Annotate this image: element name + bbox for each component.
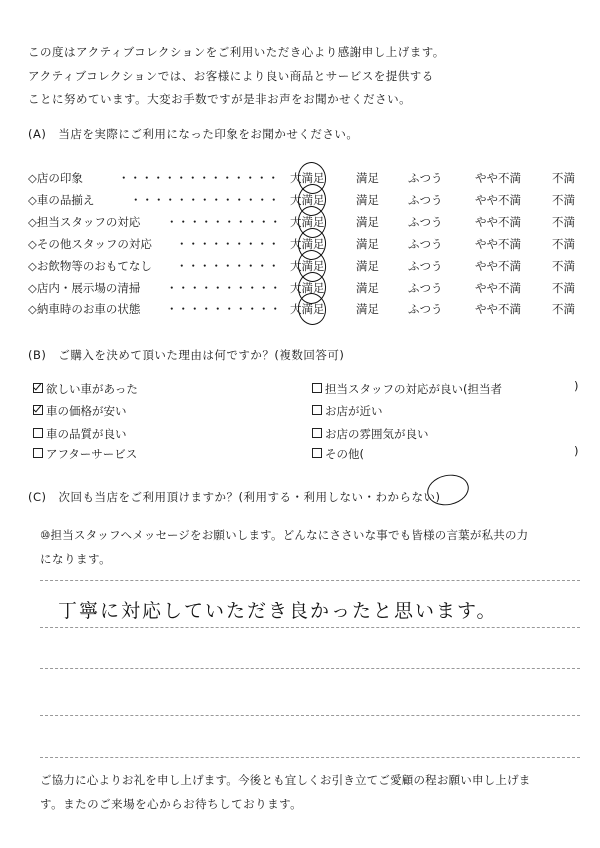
section-d-title-line-2: になります。 bbox=[40, 552, 112, 566]
rating-option[interactable]: 不満 bbox=[552, 302, 575, 316]
leader-dots: ・・・・・・・・・・ bbox=[166, 281, 281, 295]
reason-quality[interactable] bbox=[33, 426, 127, 442]
rating-option[interactable]: やや不満 bbox=[475, 215, 521, 229]
section-c-title: (C) 次回も当店をご利用頂けますか？(利用する・利用しない・わからない) bbox=[28, 490, 441, 504]
rating-row bbox=[28, 299, 580, 319]
writing-line bbox=[40, 627, 580, 628]
reason-label: お店の雰囲気が良い bbox=[325, 427, 429, 441]
section-b-title: (B) ご購入を決めて頂いた理由は何ですか？(複数回答可) bbox=[28, 348, 345, 362]
reason-after-service[interactable] bbox=[33, 446, 137, 462]
checkbox-icon[interactable] bbox=[312, 405, 322, 415]
leader-dots: ・・・・・・・・・ bbox=[176, 237, 280, 251]
reason-label: 車の品質が良い bbox=[46, 427, 127, 441]
rating-option[interactable]: やや不満 bbox=[475, 237, 521, 251]
rating-option[interactable]: 大満足 bbox=[290, 302, 325, 316]
handwritten-message: 丁寧に対応していただき良かったと思います。 bbox=[58, 600, 498, 622]
intro-line-1: この度はアクティブコレクションをご利用いただき心より感謝申し上げます。 bbox=[28, 45, 445, 59]
rating-option[interactable]: 大満足 bbox=[290, 259, 325, 273]
checkbox-checked-icon[interactable] bbox=[33, 405, 43, 415]
rating-option[interactable]: 不満 bbox=[552, 259, 575, 273]
reason-label: その他( bbox=[325, 447, 364, 461]
leader-dots: ・・・・・・・・・・・・・ bbox=[130, 193, 280, 207]
writing-line bbox=[40, 757, 580, 758]
intro-line-3: ことに努めています。大変お手数ですが是非お声をお聞かせください。 bbox=[28, 92, 412, 106]
checkbox-icon[interactable] bbox=[33, 428, 43, 438]
reason-label: 車の価格が安い bbox=[46, 404, 127, 418]
rating-option[interactable]: 不満 bbox=[552, 171, 575, 185]
checkbox-icon[interactable] bbox=[312, 448, 322, 458]
reason-label: お店が近い bbox=[325, 404, 383, 418]
leader-dots: ・・・・・・・・・・・・・・ bbox=[118, 171, 279, 185]
rating-option[interactable]: やや不満 bbox=[475, 302, 521, 316]
rating-option[interactable]: ふつう bbox=[408, 259, 443, 273]
rating-option[interactable]: 満足 bbox=[356, 171, 379, 185]
rating-option[interactable]: ふつう bbox=[408, 302, 443, 316]
rating-question: ◇車の品揃え bbox=[28, 193, 95, 207]
rating-option[interactable]: 満足 bbox=[356, 281, 379, 295]
rating-question: ◇店の印象 bbox=[28, 171, 83, 185]
rating-option[interactable]: やや不満 bbox=[475, 193, 521, 207]
closing-line-2: す。またのご来場を心からお待ちしております。 bbox=[40, 797, 303, 811]
writing-line bbox=[40, 668, 580, 669]
writing-line bbox=[40, 580, 580, 581]
rating-option[interactable]: 大満足 bbox=[290, 215, 325, 229]
rating-question: ◇納車時のお車の状態 bbox=[28, 302, 141, 316]
reason-label: 欲しい車があった bbox=[46, 382, 138, 396]
checkbox-icon[interactable] bbox=[312, 428, 322, 438]
rating-option[interactable]: 満足 bbox=[356, 237, 379, 251]
rating-question: ◇店内・展示場の清掃 bbox=[28, 281, 141, 295]
rating-row bbox=[28, 256, 580, 276]
rating-option[interactable]: ふつう bbox=[408, 193, 443, 207]
closing-line-1: ご協力に心よりお礼を申し上げます。今後とも宜しくお引き立てご愛顧の程お願い申し上げま bbox=[40, 773, 531, 787]
rating-option[interactable]: 大満足 bbox=[290, 193, 325, 207]
rating-row bbox=[28, 212, 580, 232]
reason-label: 担当スタッフの対応が良い(担当者 bbox=[325, 382, 502, 396]
rating-option[interactable]: ふつう bbox=[408, 215, 443, 229]
rating-option[interactable]: 大満足 bbox=[290, 281, 325, 295]
rating-question: ◇担当スタッフの対応 bbox=[28, 215, 141, 229]
rating-option[interactable]: 大満足 bbox=[290, 237, 325, 251]
leader-dots: ・・・・・・・・・・ bbox=[166, 302, 281, 316]
rating-option[interactable]: 不満 bbox=[552, 281, 575, 295]
rating-question: ◇お飲物等のおもてなし bbox=[28, 259, 152, 273]
rating-option[interactable]: ふつう bbox=[408, 237, 443, 251]
rating-option[interactable]: ふつう bbox=[408, 171, 443, 185]
rating-option[interactable]: やや不満 bbox=[475, 171, 521, 185]
rating-option[interactable]: 満足 bbox=[356, 193, 379, 207]
reason-atmosphere[interactable] bbox=[312, 426, 429, 442]
rating-question: ◇その他スタッフの対応 bbox=[28, 237, 152, 251]
leader-dots: ・・・・・・・・・・ bbox=[166, 215, 281, 229]
section-a-title: (A) 当店を実際にご利用になった印象をお聞かせください。 bbox=[28, 127, 359, 141]
rating-option[interactable]: やや不満 bbox=[475, 259, 521, 273]
reason-near[interactable] bbox=[312, 403, 383, 419]
leader-dots: ・・・・・・・・・ bbox=[176, 259, 280, 273]
intro-line-2: アクティブコレクションでは、お客様により良い商品とサービスを提供する bbox=[28, 69, 434, 83]
rating-option[interactable]: 大満足 bbox=[290, 171, 325, 185]
section-d-title-line-1: ⑩担当スタッフへメッセージをお願いします。どんなにささいな事でも皆様の言葉が私共の力 bbox=[40, 528, 529, 542]
reason-want-car[interactable] bbox=[33, 381, 138, 397]
close-paren: ) bbox=[574, 379, 579, 393]
writing-line bbox=[40, 715, 580, 716]
checkbox-checked-icon[interactable] bbox=[33, 383, 43, 393]
reason-label: アフターサービス bbox=[46, 447, 138, 461]
checkbox-icon[interactable] bbox=[312, 383, 322, 393]
reason-staff[interactable] bbox=[312, 381, 502, 397]
close-paren: ) bbox=[574, 444, 579, 458]
checkbox-icon[interactable] bbox=[33, 448, 43, 458]
rating-option[interactable]: 不満 bbox=[552, 215, 575, 229]
rating-option[interactable]: 不満 bbox=[552, 193, 575, 207]
rating-option[interactable]: 満足 bbox=[356, 215, 379, 229]
rating-option[interactable]: やや不満 bbox=[475, 281, 521, 295]
rating-option[interactable]: 不満 bbox=[552, 237, 575, 251]
rating-row bbox=[28, 168, 580, 188]
reason-low-price[interactable] bbox=[33, 403, 127, 419]
rating-option[interactable]: 満足 bbox=[356, 302, 379, 316]
reason-other[interactable] bbox=[312, 446, 364, 462]
rating-option[interactable]: ふつう bbox=[408, 281, 443, 295]
rating-option[interactable]: 満足 bbox=[356, 259, 379, 273]
